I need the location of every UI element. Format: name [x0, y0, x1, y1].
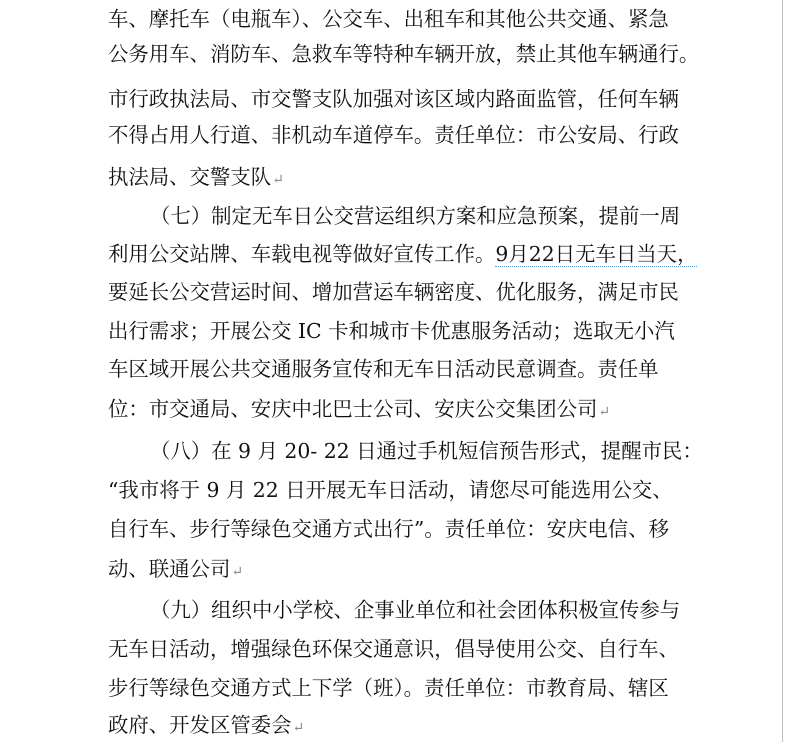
- paragraph-mark-icon: ↵: [598, 404, 611, 420]
- text-line: 位：市交通局、安庆中北巴士公司、安庆公交集团公司↵: [108, 397, 611, 421]
- text-line: 执法局、交警支队↵: [108, 165, 284, 189]
- text-line: 车、摩托车（电瓶车）、公交车、出租车和其他公共交通、紧急: [108, 7, 669, 31]
- text-line: 公务用车、消防车、急救车等特种车辆开放，禁止其他车辆通行。: [108, 42, 700, 66]
- paragraph-mark-icon: ↵: [272, 172, 284, 188]
- page-margin-line: [782, 0, 783, 742]
- text-line: 车区域开展公共交通服务宣传和无车日活动民意调查。责任单: [108, 357, 659, 381]
- text-line: 自行车、步行等绿色交通方式出行”。责任单位：安庆电信、移: [108, 517, 669, 541]
- text-line: 政府、开发区管委会↵: [108, 713, 305, 737]
- text-line: 利用公交站牌、车载电视等做好宣传工作。9月22日无车日当天，: [108, 242, 698, 266]
- text-line: 步行等绿色交通方式上下学（班）。责任单位：市教育局、辖区: [108, 676, 669, 700]
- text-line: 不得占用人行道、非机动车道停车。责任单位：市公安局、行政: [108, 123, 679, 147]
- text-line: 出行需求；开展公交 IC 卡和城市卡优惠服务活动；选取无小汽: [108, 319, 675, 343]
- text-line: 动、联通公司↵: [108, 557, 244, 581]
- text-line: （八）在 9 月 20- 22 日通过手机短信预告形式，提醒市民：: [150, 439, 703, 463]
- paragraph-mark-icon: ↵: [231, 564, 244, 580]
- text-line: 市行政执法局、市交警支队加强对该区域内路面监管，任何车辆: [108, 87, 679, 111]
- text-line: 无车日活动，增强绿色环保交通意识，倡导使用公交、自行车、: [108, 637, 679, 661]
- paragraph-mark-icon: ↵: [292, 720, 305, 736]
- text-line: 要延长公交营运时间、增加营运车辆密度、优化服务，满足市民: [108, 280, 679, 304]
- text-line: “我市将于 9 月 22 日开展无车日活动，请您尽可能选用公交、: [108, 478, 673, 502]
- text-line: （九）组织中小学校、企事业单位和社会团体积极宣传参与: [150, 598, 681, 622]
- text-line: （七）制定无车日公交营运组织方案和应急预案，提前一周: [150, 204, 681, 228]
